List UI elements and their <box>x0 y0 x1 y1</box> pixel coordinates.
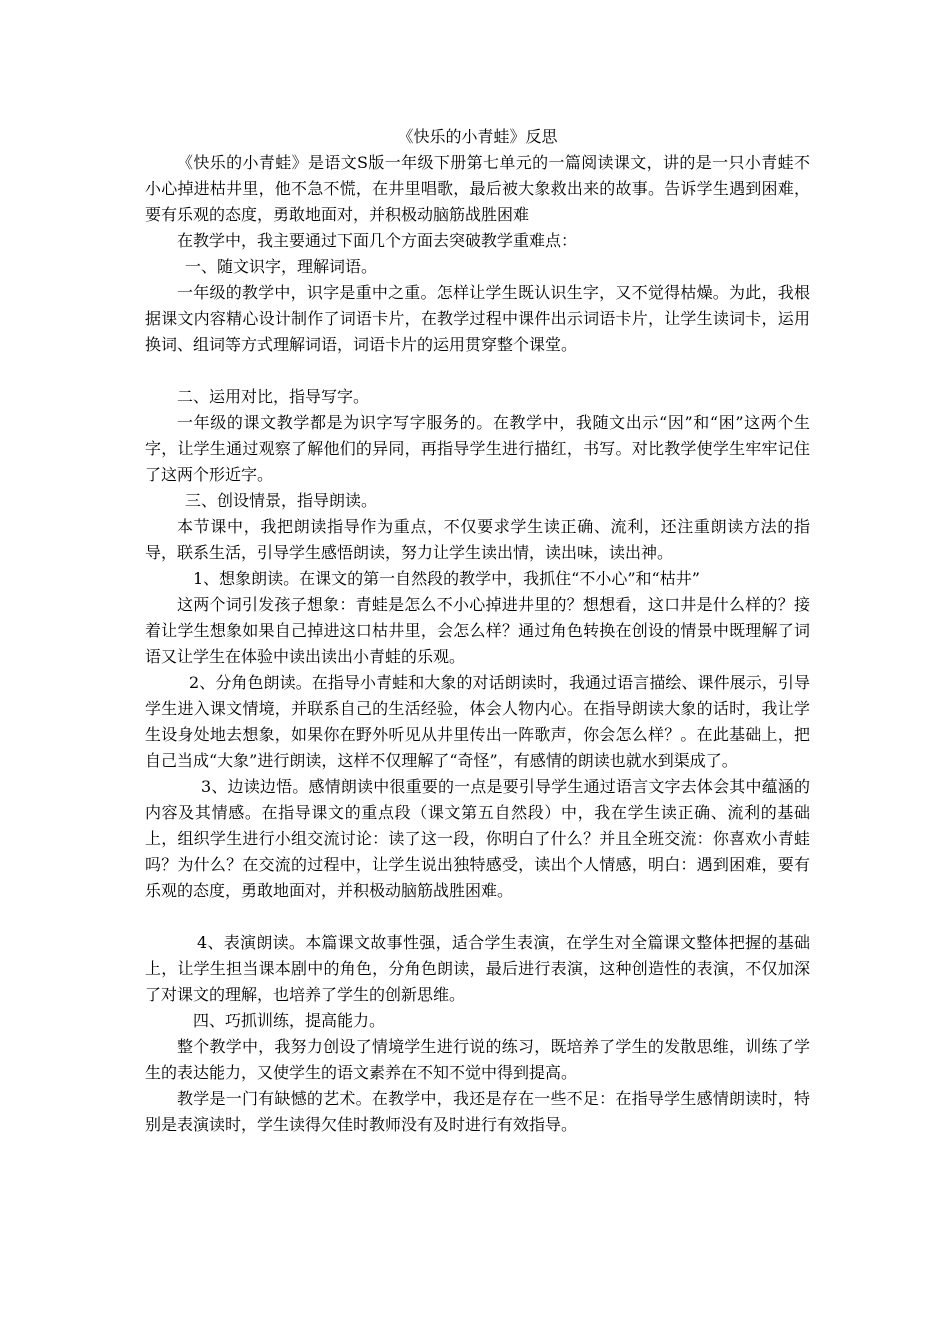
paragraph-section-3: 本节课中，我把朗读指导作为重点，不仅要求学生读正确、流利，还注重朗读方法的指导，联系生活，引导学生感悟朗读，努力让学生读出情，读出味，读出神。 <box>145 517 810 562</box>
document-title: 《快乐的小青蛙》反思 <box>397 127 558 146</box>
section-heading-2: 二、运用对比，指导写字。 <box>177 387 370 406</box>
subsection-4: 4、表演朗读。本篇课文故事性强，适合学生表演，在学生对全篇课文整体把握的基础上，让学生担当课本剧中的角色，分角色朗读，最后进行表演，这种创造性的表演，不仅加深了对课文的理解，也培养了学生的创新思维。 <box>145 933 810 1004</box>
paragraph-section-1: 一年级的教学中，识字是重中之重。怎样让学生既认识生字，又不觉得枯燥。为此，我根据课文内容精心设计制作了词语卡片，在教学过程中课件出示词语卡片，让学生读词卡，运用换词、组词等方式理解词语，词语卡片的运用贯穿整个课堂。 <box>145 283 810 354</box>
paragraph-section-2: 一年级的课文教学都是为识字写字服务的。在教学中，我随文出示“因”和“困”这两个生字，让学生通过观察了解他们的异同，再指导学生进行描红，书写。对比教学使学生牢牢记住了这两个形近字。 <box>145 413 810 484</box>
subsection-3: 3、边读边悟。感情朗读中很重要的一点是要引导学生通过语言文字去体会其中蕴涵的内容及其情感。在指导课文的重点段（课文第五自然段）中，我在学生读正确、流利的基础上，组织学生进行小组交流讨论：读了这一段，你明白了什么？并且全班交流：你喜欢小青蛙吗？为什么？在交流的过程中，让学生说出独特感受，读出个人情感，明白：遇到困难，要有乐观的态度，勇敢地面对，并积极动脑筋战胜困难。 <box>145 777 810 900</box>
subsection-2: 2、分角色朗读。在指导小青蛙和大象的对话朗读时，我通过语言描绘、课件展示，引导学生进入课文情境，并联系自己的生活经验，体会人物内心。在指导朗读大象的话时，我让学生设身处地去想象，如果你在野外听见从井里传出一阵歌声，你会怎么样？。在此基础上，把自己当成“大象”进行朗读，这样不仅理解了“奇怪”，有感情的朗读也就水到渠成了。 <box>145 673 810 770</box>
subsection-1-body: 这两个词引发孩子想象：青蛙是怎么不小心掉进井里的？想想看，这口井是什么样的？接着让学生想象如果自己掉进这口枯井里，会怎么样？通过角色转换在创设的情景中既理解了词语又让学生在体验中读出读出小青蛙的乐观。 <box>145 595 810 666</box>
section-heading-1: 一、随文识字，理解词语。 <box>185 257 378 276</box>
subsection-1-lead: 1、想象朗读。在课文的第一自然段的教学中，我抓住“不小心”和“枯井” <box>193 569 700 588</box>
paragraph-section-4: 整个教学中，我努力创设了情境学生进行说的练习，既培养了学生的发散思维，训练了学生的表达能力，又使学生的语文素养在不知不觉中得到提高。 <box>145 1037 810 1082</box>
section-heading-4: 四、巧抓训练，提高能力。 <box>193 1011 386 1030</box>
paragraph-conclusion: 教学是一门有缺憾的艺术。在教学中，我还是存在一些不足：在指导学生感情朗读时，特别是表演读时，学生读得欠佳时教师没有及时进行有效指导。 <box>145 1089 810 1134</box>
paragraph-intro: 《快乐的小青蛙》是语文S版一年级下册第七单元的一篇阅读课文，讲的是一只小青蛙不小心掉进枯井里，他不急不慌，在井里唱歌，最后被大象救出来的故事。告诉学生遇到困难，要有乐观的态度，勇敢地面对，并积极动脑筋战胜困难 <box>145 153 810 224</box>
section-heading-3: 三、创设情景，指导朗读。 <box>185 491 378 510</box>
paragraph-approach: 在教学中，我主要通过下面几个方面去突破教学重难点： <box>177 231 578 250</box>
